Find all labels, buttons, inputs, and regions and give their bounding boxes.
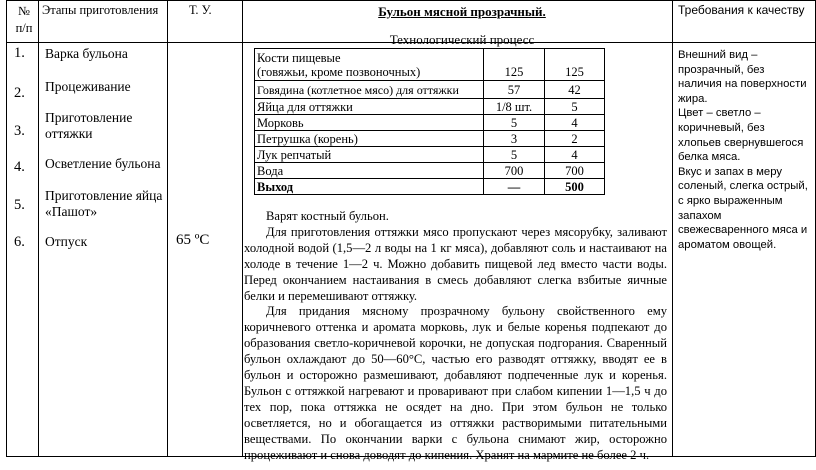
net-weight: 5 (545, 99, 605, 115)
step-number: 4. (14, 159, 25, 175)
gross-weight: 57 (484, 81, 545, 99)
gross-weight: 5 (484, 115, 545, 131)
total-net: 500 (545, 179, 605, 195)
ingredient-name: Яйца для оттяжки (255, 99, 484, 115)
quality-item-taste: Вкус и запах в меру соленый, слегка острый, с ярко выраженным запахом свежесваренного мяса и ароматом овощей. (678, 165, 808, 251)
step-number: 3. (14, 123, 25, 139)
net-weight: 42 (545, 81, 605, 99)
quality-requirements (678, 48, 810, 252)
step-number: 5. (14, 197, 25, 213)
header-stages: Этапы приготовления (42, 3, 159, 17)
table-row (255, 131, 605, 147)
header-number-symbol: № (18, 4, 30, 18)
grid-line-col4 (672, 0, 673, 457)
gross-weight: 3 (484, 131, 545, 147)
step-number: 2. (14, 85, 25, 101)
ingredient-name: Морковь (255, 115, 484, 131)
table-row (255, 147, 605, 163)
total-label: Выход (255, 179, 484, 195)
header-tu: Т. У. (189, 3, 212, 17)
quality-item-appearance: Внешний вид – прозрачный, без наличия на поверхности жира. (678, 49, 807, 105)
table-row-total (255, 179, 605, 195)
stage-name: Осветление бульона (45, 156, 161, 171)
quality-item-color: Цвет – светло – коричневый, без хлопьев свернувшегося белка мяса. (678, 107, 804, 164)
gross-weight: 125 (484, 49, 545, 81)
process-paragraph: Для приготовления оттяжки мясо пропускают через мясорубку, заливают холодной водой (1,5—2 л воды на 1 кг мяса), добавляют соль и настаивают на холоде в течение 1—2 ч. Можно добавить пищевой лед вместо части воды. Перед окончанием настаивания в смесь добавляют слегка взбитые яичные белки и перемешивают оттяжку. (244, 224, 667, 303)
header-number (11, 3, 37, 37)
ingredient-name-line: (говяжьи, кроме позвоночных) (257, 64, 421, 79)
header-number-abbr: п/п (15, 21, 33, 35)
table-row (255, 49, 605, 81)
grid-line-col1 (38, 0, 39, 457)
ingredient-name-line: Кости пищевые (257, 50, 341, 65)
ingredient-name: Говядина (котлетное мясо) для оттяжки (255, 81, 484, 99)
net-weight: 2 (545, 131, 605, 147)
table-row (255, 115, 605, 131)
step-number: 1. (14, 45, 25, 61)
serving-temperature: 65 ºС (176, 232, 210, 248)
gross-weight: 5 (484, 147, 545, 163)
stage-name: Отпуск (45, 234, 88, 249)
process-description (244, 209, 667, 464)
stage-name: оттяжки (45, 126, 93, 141)
dish-title: Бульон мясной прозрачный. (378, 4, 546, 19)
process-subtitle: Технологический процесс (389, 32, 535, 47)
ingredient-name (255, 49, 484, 81)
ingredient-name: Вода (255, 163, 484, 179)
ingredient-name: Петрушка (корень) (255, 131, 484, 147)
process-paragraph: Для придания мясному прозрачному бульону свойственного ему коричневого оттенка и аромата морковь, лук и белые коренья подпекают до образования светло-коричневой корочки, не допуская подгорания. Сваренный бульон охлаждают до 50—60°С, частью его разводят оттяжку, вводят ее в бульон и осторожно размешивают, добавляют подпеченные лук и коренья. Бульон с оттяжкой нагревают и проваривают при слабом кипении 1—1,5 ч до тех пор, пока оттяжка не осядет на дно. При этом бульон не только осветляется, но и обогащается из оттяжки растворимыми питательными веществами. По окончании варки с бульона снимают жир, осторожно процеживают и снова доводят до кипения. Хранят на мармите не более 2 ч. (244, 304, 667, 462)
ingredients-table (254, 48, 605, 195)
table-row (255, 99, 605, 115)
table-row (255, 81, 605, 99)
grid-line-left (6, 0, 7, 457)
stage-name: Приготовление (45, 110, 133, 125)
gross-weight: 1/8 шт. (484, 99, 545, 115)
stage-name: Варка бульона (45, 46, 128, 61)
ingredient-name: Лук репчатый (255, 147, 484, 163)
grid-line-top (6, 0, 816, 1)
total-gross: — (484, 179, 545, 195)
table-row (255, 163, 605, 179)
step-number: 6. (14, 234, 25, 250)
stage-name: Приготовление яйца (45, 188, 163, 203)
net-weight: 125 (545, 49, 605, 81)
grid-line-col3 (242, 0, 243, 457)
header-quality: Требования к качеству (678, 3, 805, 17)
process-paragraph: Варят костный бульон. (266, 209, 389, 223)
gross-weight: 700 (484, 163, 545, 179)
net-weight: 700 (545, 163, 605, 179)
net-weight: 4 (545, 115, 605, 131)
net-weight: 4 (545, 147, 605, 163)
stage-name: «Пашот» (45, 204, 98, 219)
grid-line-col2 (167, 0, 168, 457)
stage-name: Процеживание (45, 79, 131, 94)
